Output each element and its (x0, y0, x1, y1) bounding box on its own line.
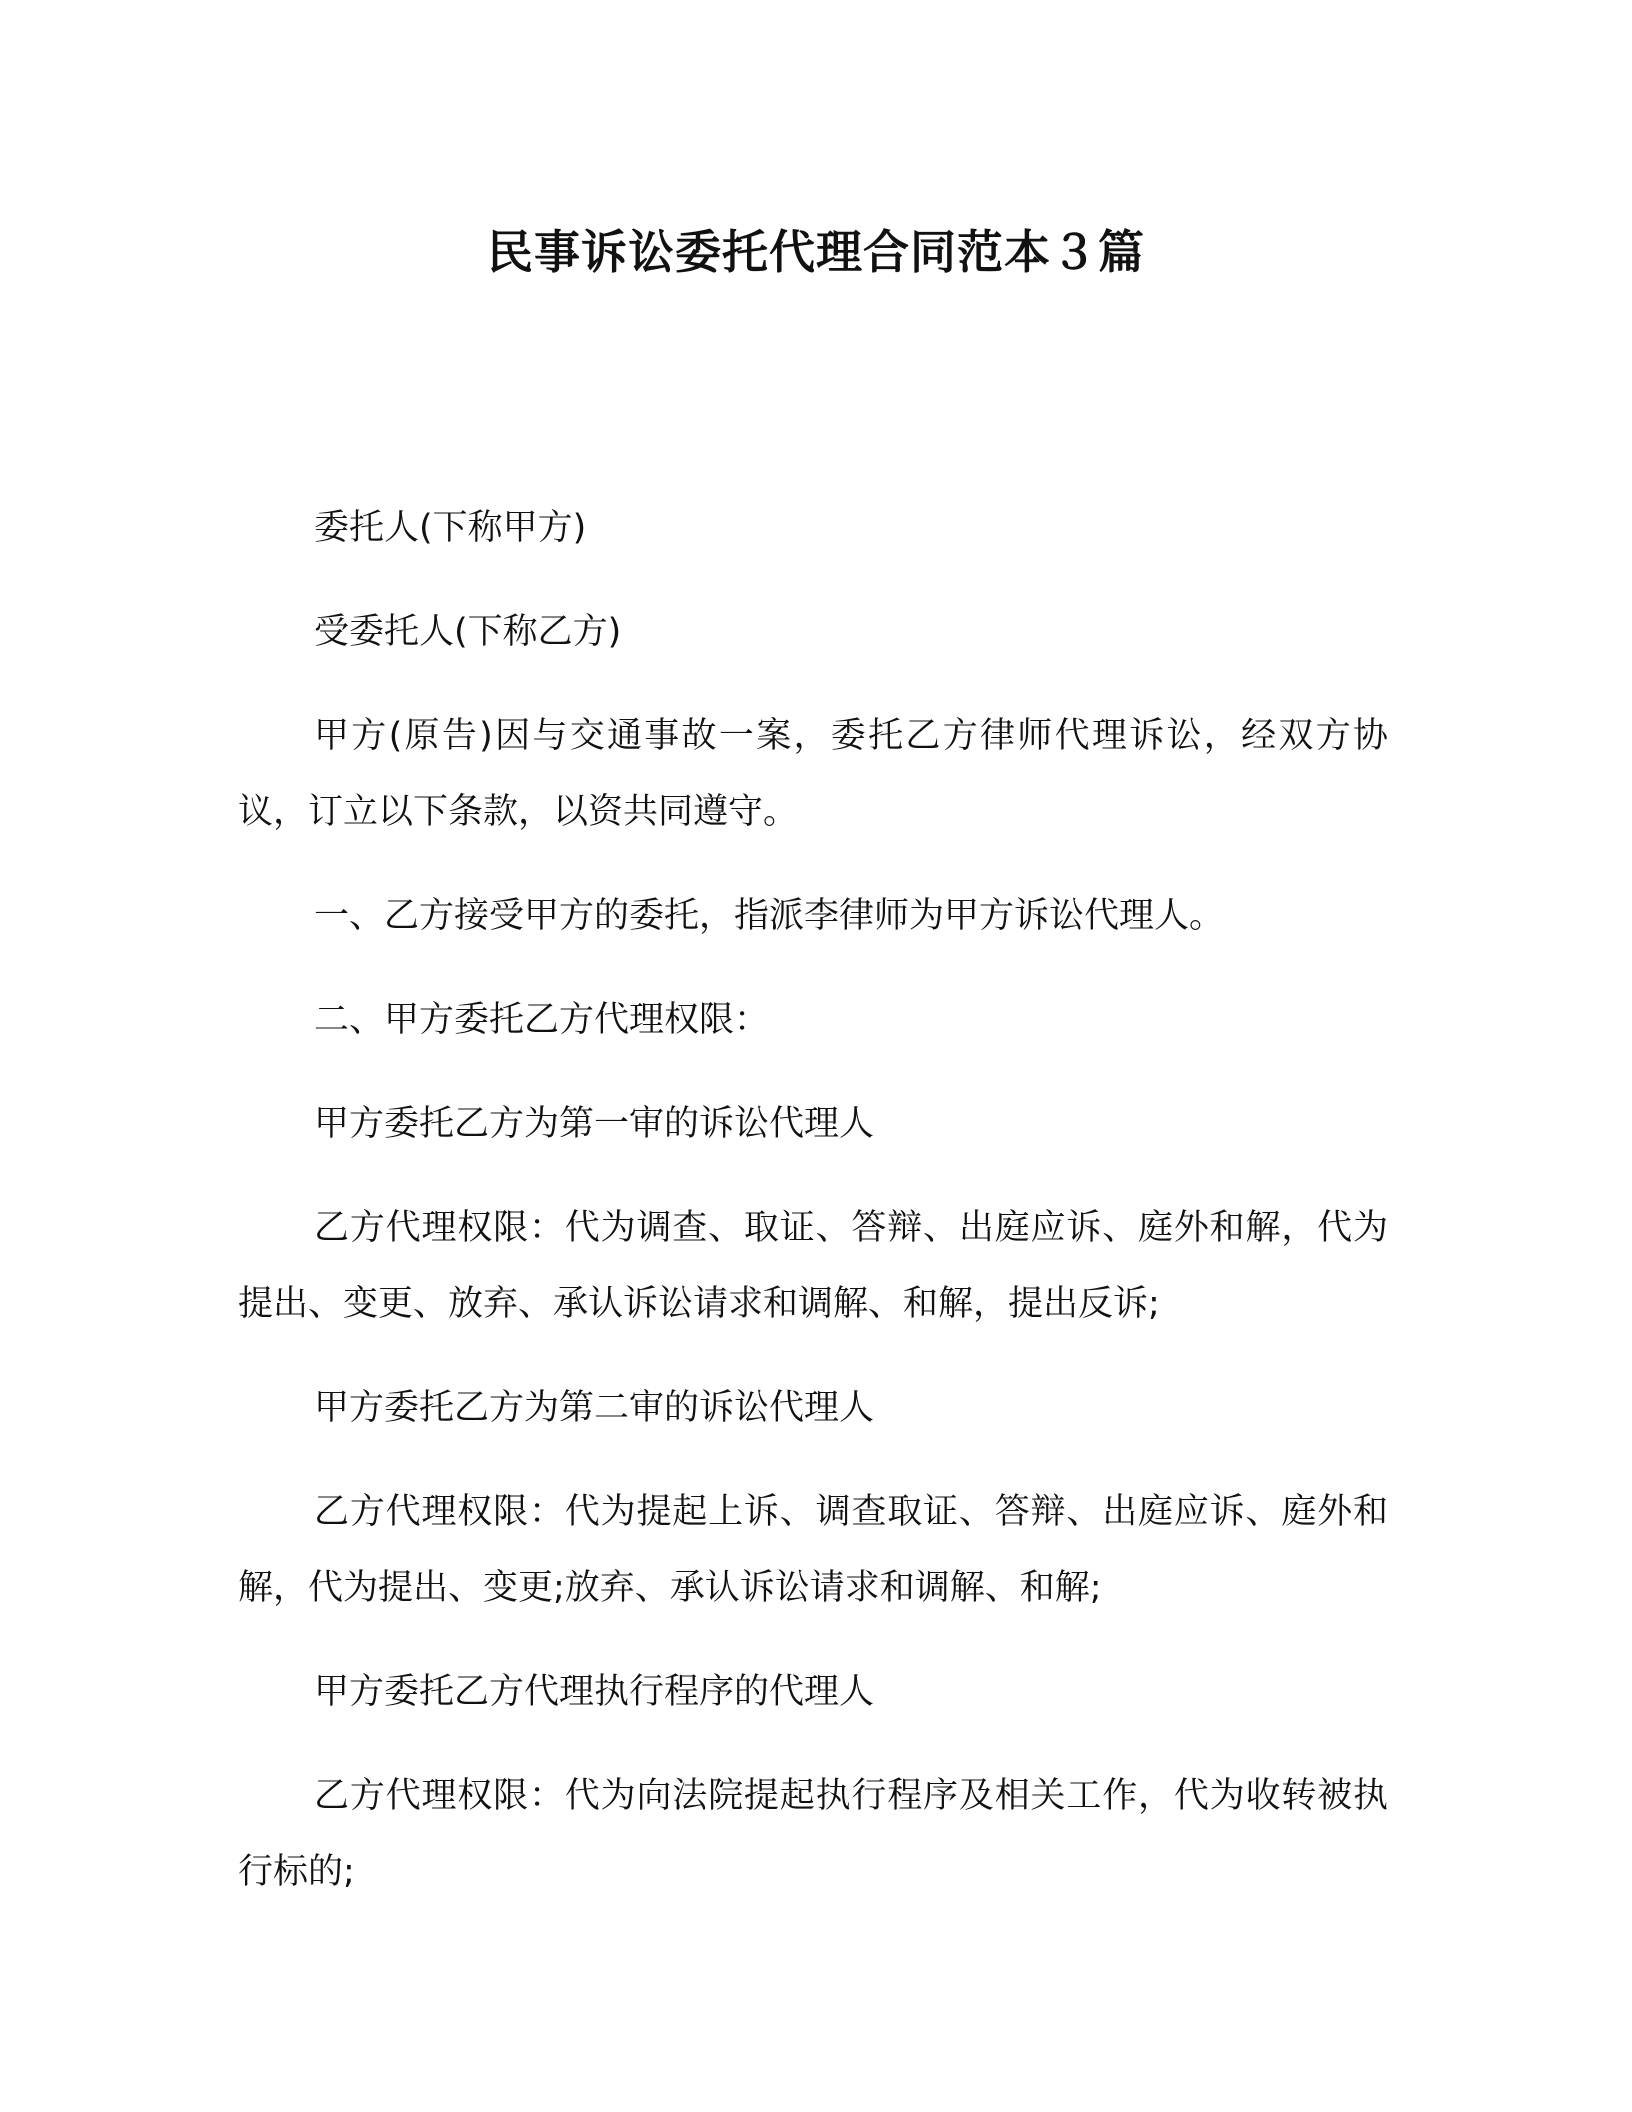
paragraph-second-instance-powers: 乙方代理权限：代为提起上诉、调查取证、答辩、出庭应诉、庭外和解，代为提出、变更;放弃、承认诉讼请求和调解、和解; (238, 1492, 1388, 1608)
paragraph-agent: 受委托人(下称乙方) (314, 612, 622, 652)
paragraph-clause-1: 一、乙方接受甲方的委托，指派李律师为甲方诉讼代理人。 (314, 896, 1225, 936)
paragraph-second-instance: 甲方委托乙方为第二审的诉讼代理人 (314, 1388, 875, 1428)
document-body (238, 490, 1388, 1938)
paragraph-principal: 委托人(下称甲方) (314, 508, 587, 548)
paragraph-first-instance: 甲方委托乙方为第一审的诉讼代理人 (314, 1104, 875, 1144)
paragraph-agreement-intro: 甲方(原告)因与交通事故一案，委托乙方律师代理诉讼，经双方协议，订立以下条款，以资共同遵守。 (238, 716, 1388, 832)
paragraph-execution-agent: 甲方委托乙方代理执行程序的代理人 (314, 1672, 875, 1712)
document-title: 民事诉讼委托代理合同范本３篇 (487, 225, 1145, 279)
paragraph-clause-2: 二、甲方委托乙方代理权限： (314, 1000, 770, 1040)
paragraph-execution-powers: 乙方代理权限：代为向法院提起执行程序及相关工作，代为收转被执行标的; (238, 1776, 1388, 1892)
paragraph-first-instance-powers: 乙方代理权限：代为调查、取证、答辩、出庭应诉、庭外和解，代为提出、变更、放弃、承认诉讼请求和调解、和解，提出反诉; (238, 1208, 1388, 1324)
